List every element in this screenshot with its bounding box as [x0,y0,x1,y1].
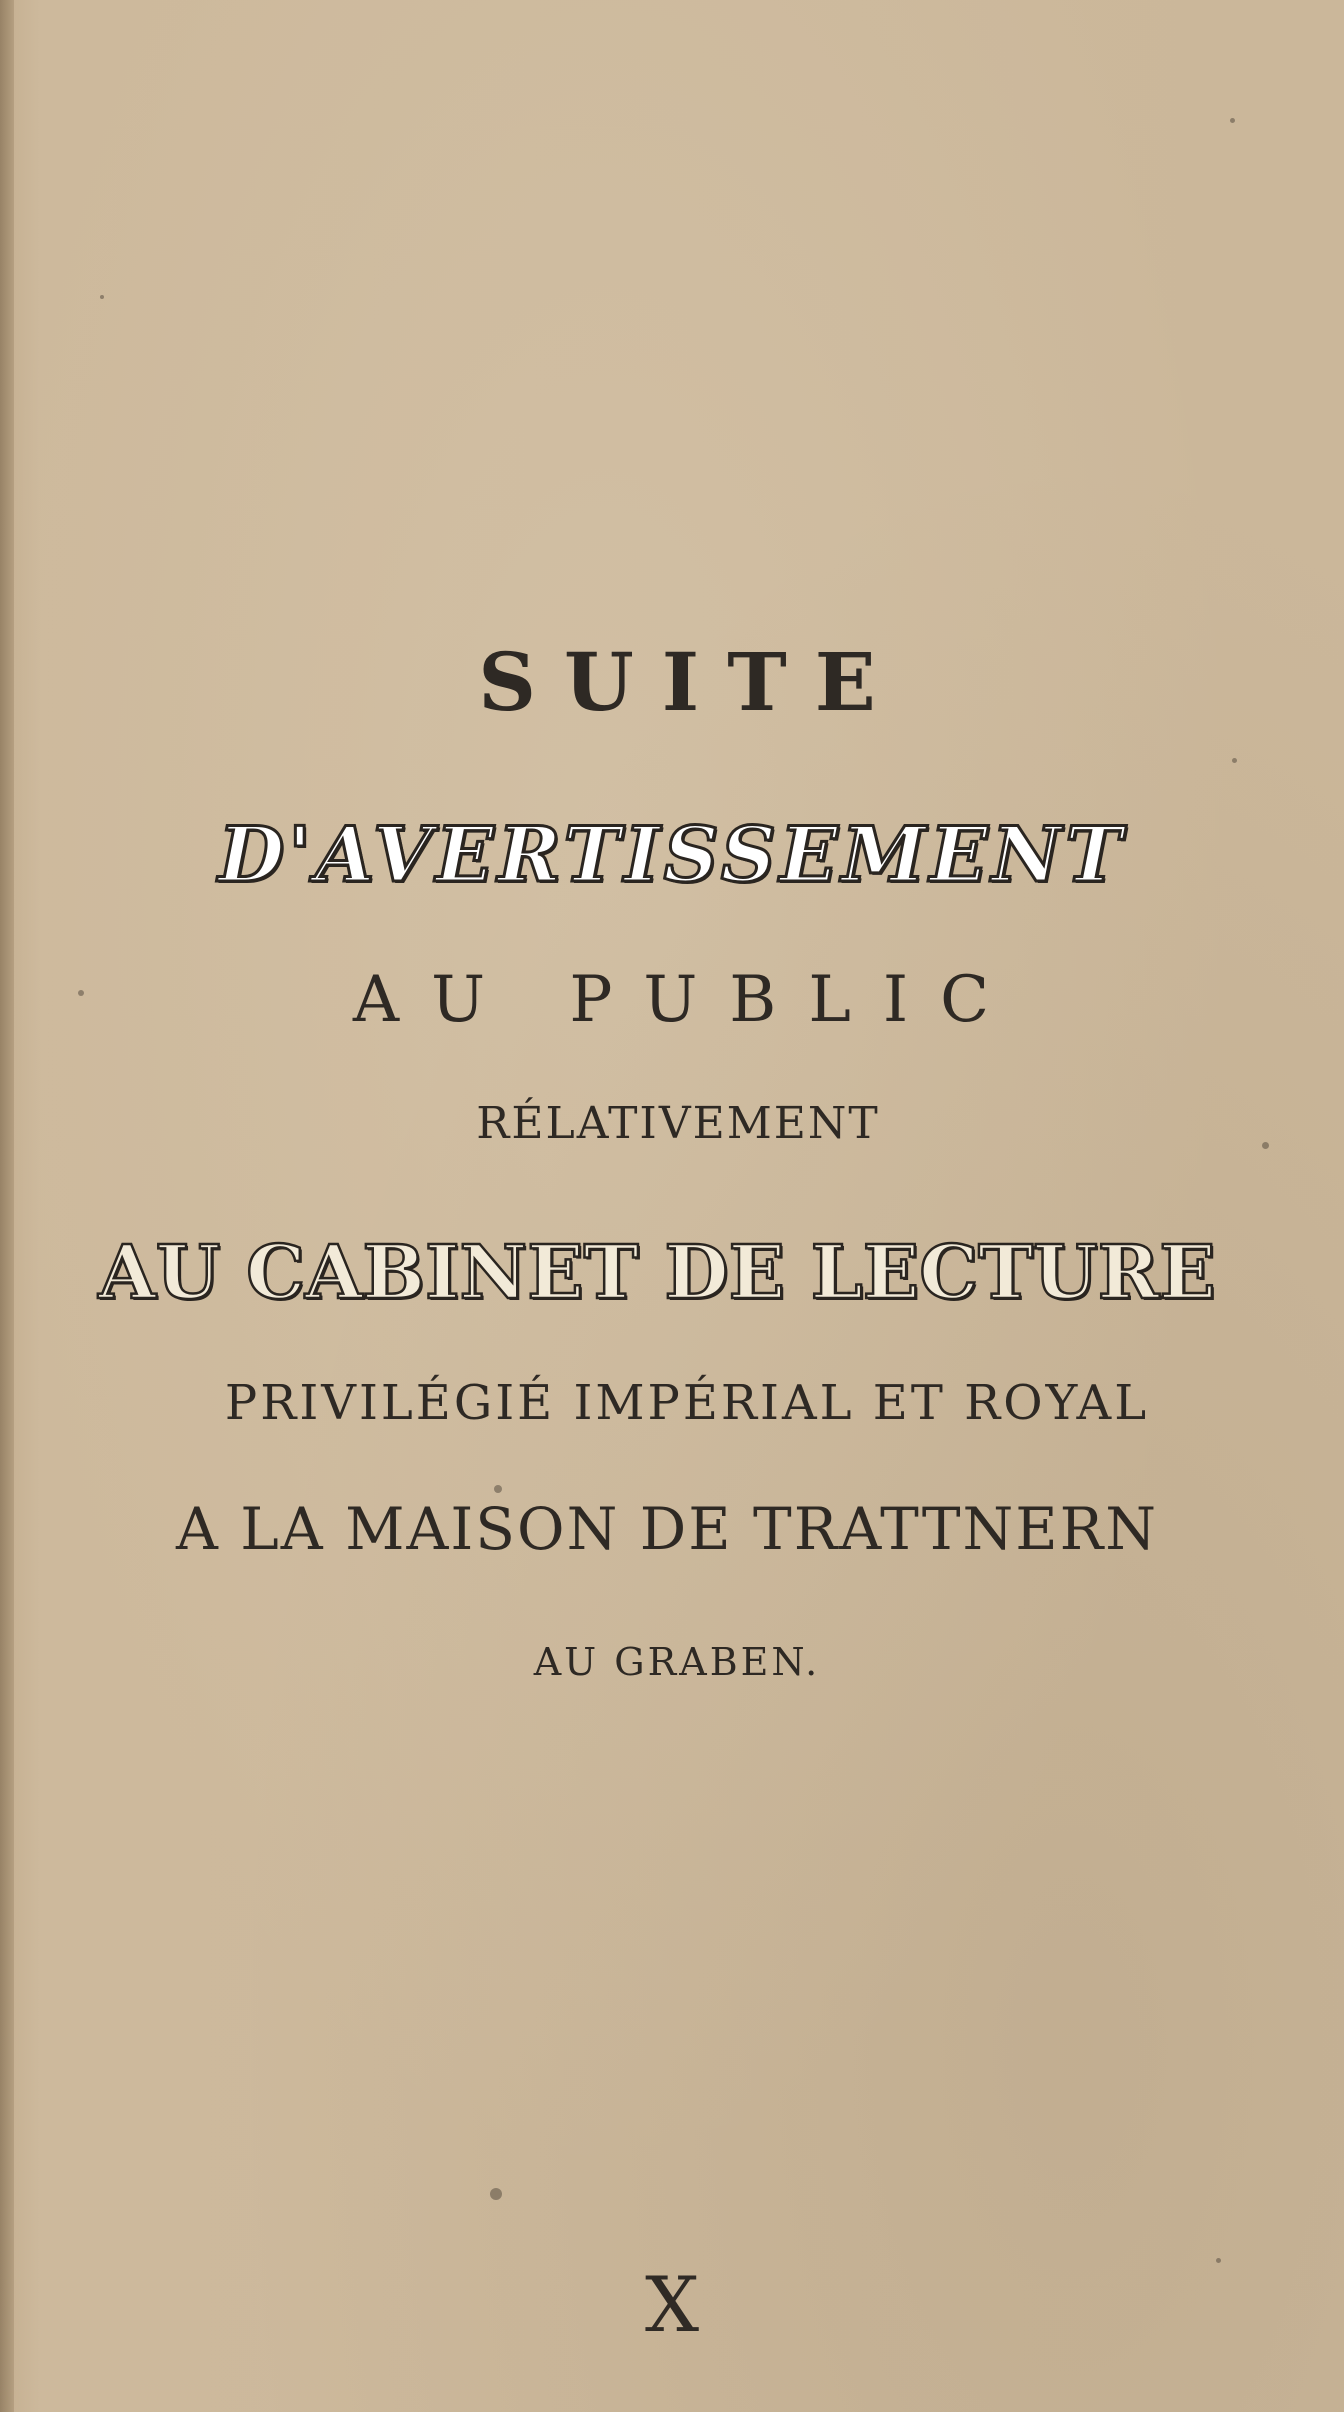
title-line-cabinet-de-lecture: AU CABINET DE LECTURE [98,1230,1216,1316]
paper-speck [1230,118,1235,123]
paper-speck [494,1485,502,1493]
title-line-relativement: RÉLATIVEMENT [476,1098,880,1149]
paper-speck [1232,758,1237,763]
page-left-edge [0,0,14,2412]
signature-mark: X [644,2260,700,2349]
title-line-avertissement: D'AVERTISSEMENT [218,810,1126,899]
paper-speck [100,295,104,299]
title-line-au-graben: AU GRABEN. [533,1640,821,1684]
paper-speck [490,2188,502,2200]
title-line-au-public: AU PUBLIC [352,963,1022,1037]
title-line-privilegie: PRIVILÉGIÉ IMPÉRIAL ET ROYAL [224,1375,1150,1431]
title-line-suite: SUITE [478,635,904,729]
title-line-maison: A LA MAISON DE TRATTNERN [175,1495,1159,1563]
